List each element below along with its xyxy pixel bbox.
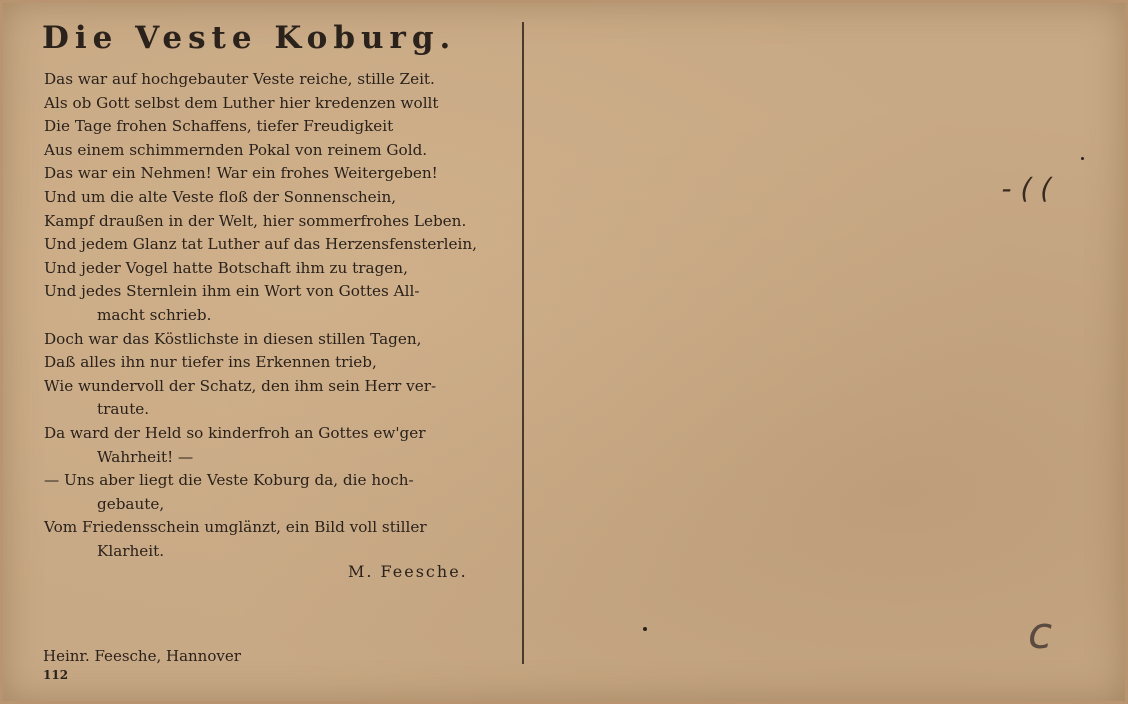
address-divider-line	[522, 22, 524, 664]
poem-line: Daß alles ihn nur tiefer ins Erkennen trieb,	[44, 353, 377, 372]
poem-line: Da ward der Held so kinderfroh an Gottes ew'ger	[44, 423, 426, 442]
ink-speck	[1081, 157, 1084, 160]
poem-line: Vom Friedensschein umglänzt, ein Bild voll stiller	[44, 518, 427, 537]
poem-line: Doch war das Köstlichste in diesen stillen Tagen,	[44, 329, 422, 348]
poem-line: Aus einem schimmernden Pokal von reinem Gold.	[44, 140, 428, 159]
poem-line: Und jeder Vogel hatte Botschaft ihm zu tragen,	[44, 258, 408, 277]
poem-line: Und jedem Glanz tat Luther auf das Herzensfensterlein,	[44, 235, 477, 254]
poem-line: Wie wundervoll der Schatz, den ihm sein Herr ver-	[44, 376, 437, 395]
poem-line: traute.	[97, 400, 150, 419]
poem-line: Und jedes Sternlein ihm ein Wort von Gottes All-	[44, 282, 420, 301]
poem-line: macht schrieb.	[97, 305, 212, 324]
poem-line: Das war ein Nehmen! War ein frohes Weitergeben!	[44, 164, 438, 183]
publisher-imprint: Heinr. Feesche, Hannover	[43, 647, 241, 665]
poem-line: Als ob Gott selbst dem Luther hier kredenzen wollt	[44, 93, 439, 112]
poem-line: — Uns aber liegt die Veste Koburg da, die hoch-	[44, 471, 414, 490]
poem-line: Kampf draußen in der Welt, hier sommerfrohes Leben.	[44, 211, 467, 230]
poem-line: Klarheit.	[97, 541, 165, 560]
handwritten-mark-c: c	[1028, 608, 1053, 659]
handwritten-mark: - ( (	[997, 172, 1057, 205]
ink-speck	[643, 627, 647, 631]
poem-line: Die Tage frohen Schaffens, tiefer Freudigkeit	[44, 117, 394, 136]
poem-signature: M. Feesche.	[348, 562, 468, 581]
poem-title: Die Veste Koburg.	[42, 20, 457, 56]
poem-text	[44, 68, 514, 563]
card-number: 112	[43, 668, 69, 682]
poem-line: Und um die alte Veste floß der Sonnenschein,	[44, 187, 397, 206]
poem-line: Wahrheit! —	[97, 447, 194, 466]
poem-line: gebaute,	[97, 494, 165, 513]
poem-line: Das war auf hochgebauter Veste reiche, stille Zeit.	[44, 70, 435, 88]
